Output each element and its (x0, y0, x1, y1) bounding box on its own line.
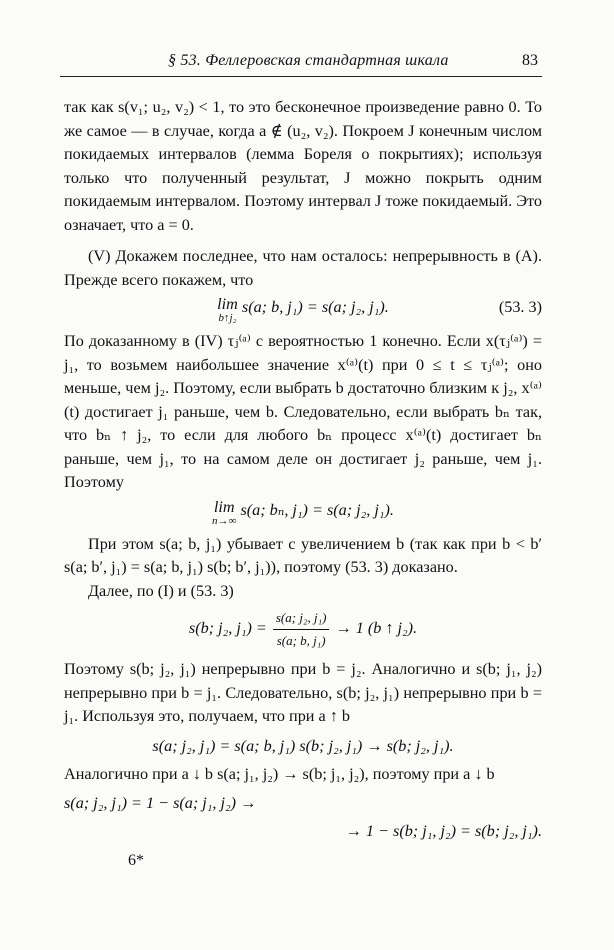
equation-final-line-1: s(a; j₂, j₁) = 1 − s(a; j₁, j₂) → (64, 794, 257, 812)
paragraph-6: Поэтому s(b; j₂, j₁) непрерывно при b = j₂. Аналогично и s(b; j₁, j₂) непрерывно при b = j₁. Следовательно, s(b; j₂, j₁) непрерывно при b = j₁. Используя это, получаем, что при a ↑ b (64, 660, 542, 725)
paragraph-1: так как s(v₁; u₂, v₂) < 1, то это бесконечное произведение равно 0. То же самое — в случае, когда a ∉ (u₂, v₂). Покроем J конечным числом покидаемых интервалов (лемма Бореля о покрытиях); используя только что полученный результат, J можно покрыть одним покидаемым интервалом. Поэтому интервал J тоже покидаемый. Это означает, что a = 0. (64, 98, 542, 234)
paragraph-4: При этом s(a; b, j₁) убывает с увеличением b (так как при b < b′ s(a; b′, j₁) = s(a; b, j₁) s(b; b′, j₁)), поэтому (53. 3) доказано. (64, 534, 542, 576)
equation-ratio: s(b; j₂, j₁) = $\frac{\text{s(a; j₂, j₁)}}{\text{s(a; b, j₁)}}$ → 1 (b ↑ j₂). (64, 607, 542, 652)
paragraph-3: По доказанному в (IV) τⱼ⁽ᵃ⁾ с вероятностью 1 конечно. Если x(τⱼ⁽ᵃ⁾) = j₁, то возьмем наибольшее значение x⁽ᵃ⁾(t) при 0 ≤ t ≤ τⱼ⁽ᵃ⁾; оно меньше, чем j₂. Поэтому, если выбрать b достаточно близким к j₂, x⁽ᵃ⁾(t) достигает j₁ раньше, чем b. Следовательно, если выбрать bₙ так, что bₙ ↑ j₂, то если для любого bₙ процесс x⁽ᵃ⁾(t) достигает bₙ раньше, чем j₁, то на самом деле он достигает j₂ раньше, чем j₁. Поэтому (64, 332, 542, 491)
paragraph-5: Далее, по (I) и (53. 3) (88, 581, 234, 600)
paragraph-7: Аналогично при a ↓ b s(a; j₁, j₂) → s(b; j₁, j₂), поэтому при a ↓ b (64, 764, 495, 783)
limit-operator: lim n→∞ (212, 497, 237, 527)
page-body (64, 96, 542, 842)
signature-mark: 6* (128, 852, 144, 869)
equation-number: (53. 3) (498, 298, 542, 316)
section-title: § 53. Феллеровская стандартная шкала (168, 52, 449, 69)
limit-operator: lim b↑j₂ (217, 295, 238, 324)
equation-final-line-2: → 1 − s(b; j₁, j₂) = s(b; j₂, j₁). (345, 822, 542, 840)
equation-limit-n: lim n→∞ s(a; bₙ, j₁) = s(a; j₂, j₁). (212, 497, 394, 527)
fraction: $\frac{\text{s(a; j₂, j₁)}}{\text{s(a; b, j₁)}}$ (273, 607, 330, 652)
equation-53-3: lim b↑j₂ s(a; b, j₁) = s(a; j₂, j₁). (53. 3) (217, 295, 542, 324)
running-head (60, 50, 542, 77)
page-number: 83 (522, 52, 538, 69)
paragraph-2: (V) Докажем последнее, что нам осталось: непрерывность в (A). Прежде всего покажем, что (64, 247, 542, 289)
equation-product: s(a; j₂, j₁) = s(a; b, j₁) s(b; j₂, j₁) → s(b; j₂, j₁). (152, 736, 454, 755)
